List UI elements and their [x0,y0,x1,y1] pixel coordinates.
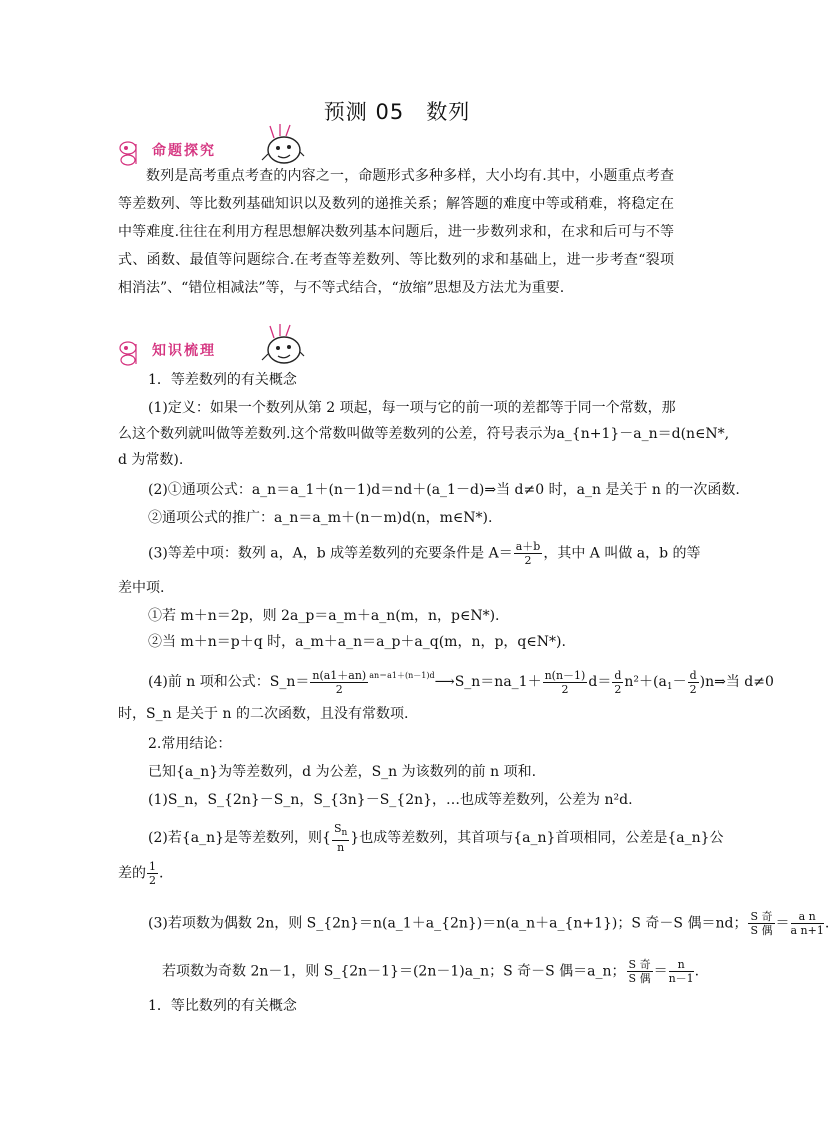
cartoon-face-icon [256,320,306,370]
denominator: 2 [614,682,622,696]
denominator: n－1 [668,972,694,985]
numerator: S 奇 [750,910,773,923]
page-title: 预测 05 数列 [323,100,471,124]
conclusion-line: 差的 $\frac{1}{2}$ . [118,860,164,887]
text: n²＋ [624,674,654,690]
denominator: 2 [561,682,569,696]
denominator: 2 [689,682,697,696]
text: ，其中 A 叫做 a，b 的等 [543,545,701,562]
heading-geometric: 1．等比数列的有关概念 [148,998,297,1014]
sum-formula-line: (4)前 n 项和公式：S_n＝ $\frac{n(a1+an)}{2}$ $^{an=a1+(n-1)d}$⟶S_n＝na_1＋ $\frac{n(n-1)}{2}$ d＝ $\frac{d}{2}$ $n^2+(a_1-$ $\frac{d}{2}$ )n⇒当 d≠0 [148,668,774,696]
numerator: n(a1＋an) [312,668,367,682]
numerator: 1 [149,860,156,873]
text: 差的 [118,865,146,882]
fraction [514,540,543,567]
numerator: d [689,668,697,682]
fraction [310,669,368,696]
text: n⇒当 d≠0 [705,674,774,690]
fraction [627,958,653,985]
fraction [688,669,699,696]
fraction [147,860,158,887]
arithmetic-mean-line: 差中项. [118,580,165,596]
fraction [669,958,694,985]
heading-arithmetic: 1．等差数列的有关概念 [148,372,297,388]
heading-conclusions: 2.常用结论： [148,736,232,752]
conclusion-line: (3)若项数为偶数 2n，则 S_{2n}＝n(a_1＋a_{2n})＝n(a_n＋a_{n+1})；S 奇－S 偶＝nd； $\frac{\text{S 奇}}{\text{S 偶}}$ ＝ $\frac{\text{a n}}{\text{a n+1}}$ . [148,910,829,937]
conclusion-line: (1)S_n，S_{2n}－S_n，S_{3n}－S_{2n}，…也成等差数列，公差为 n²d. [148,792,633,808]
numerator: S 奇 [628,958,651,971]
conclusion-line: 若项数为奇数 2n－1，则 S_{2n－1}＝(2n－1)a_n；S 奇－S 偶＝a_n； $\frac{\text{S 奇}}{\text{S 偶}}$ ＝ $\frac{n}{n-1}$ . [162,958,700,985]
numerator: n [669,958,694,972]
numerator: d [614,668,622,682]
fraction [612,669,623,696]
text: (3)若项数为偶数 2n，则 S_{2n}＝n(a_1＋a_{2n})＝n(a_n＋a_{n+1})；S 奇－S 偶＝nd； [148,915,748,932]
arrow-icon: ⟶ [434,674,455,690]
text: 也成等差数列，其首项与{a_n}首项相同，公差是{a_n}公 [359,830,724,846]
numerator: a＋b [515,540,541,553]
denominator: a n+1 [790,924,824,937]
general-term-line: (2)①通项公式：a_n＝a_1＋(n－1)d＝nd＋(a_1－d)⇒当 d≠0 时，a_n 是关于 n 的一次函数. [148,482,740,498]
definition-line: (1)定义：如果一个数列从第 2 项起，每一项与它的前一项的差都等于同一个常数，那 [148,400,676,416]
fraction [543,669,588,696]
general-term-extension: ②通项公式的推广：a_n＝a_m＋(n－m)d(n，m∈N*). [148,510,493,526]
butterfly-icon [118,336,152,370]
numerator: a n [791,910,824,924]
fraction [748,910,774,937]
section-header-knowledge [118,328,318,368]
text: (2)若{a_n}是等差数列，则 [148,830,323,846]
fraction: $\frac{S_n}{n}$ [333,822,348,854]
arithmetic-mean-line [148,540,701,567]
text: (4)前 n 项和公式：S_n＝ [148,674,310,690]
denominator: 2 [335,682,343,696]
definition-line [118,424,729,444]
fraction [791,910,824,937]
text: (3)等差中项：数列 a，A，b 成等差数列的充要条件是 A＝ [148,545,513,562]
denominator: 2 [149,874,156,887]
section-label: 命题探究 [152,143,216,159]
arrow-condition: an＝a1＋(n－1)d [369,671,435,680]
definition-text: 么这个数列就叫做等差数列.这个常数叫做等差数列的公差，符号表示为 [118,426,557,442]
section-label: 知识梳理 [152,343,216,359]
conclusion-line: (2)若{a_n}是等差数列，则{ $\frac{S_n}{n}$ }也成等差数列，其首项与{a_n}首项相同，公差是{a_n}公 [148,822,724,854]
text: d＝ [588,674,612,690]
numerator: n(n－1) [544,668,586,682]
definition-formula: a_{n+1}－a_n＝d(n∈N*, [556,426,730,442]
sum-formula-line: 时，S_n 是关于 n 的二次函数，且没有常数项. [118,706,409,722]
intro-paragraph: 数列是高考重点考查的内容之一，命题形式多种多样，大小均有.其中，小题重点考查等差数列、等比数列基础知识以及数列的递推关系；解答题的难度中等或稍难，将稳定在中等难度.往往在利用方程思想解决数列基本问题后，进一步数列求和，在求和后可与不等式、函数、最值等问题综合.在考查等差数列、等比数列的求和基础上，进一步考查“裂项相消法”、“错位相减法”等，与不等式结合，“放缩”思想及方法尤为重要. [118,168,674,296]
denominator: 2 [524,554,532,567]
property-line: ②当 m＋n＝p＋q 时，a_m＋a_n＝a_p＋a_q(m，n，p，q∈N*). [148,634,566,650]
text: S_n＝na_1＋ [454,674,542,690]
property-line: ①若 m＋n＝2p，则 2a_p＝a_m＋a_n(m，n，p∈N*). [148,608,500,624]
text: 若项数为奇数 2n－1，则 S_{2n－1}＝(2n－1)a_n；S 奇－S 偶＝a_n； [162,963,626,980]
definition-line: d 为常数). [118,452,184,468]
denominator: S 偶 [750,924,773,937]
conclusion-line: 已知{a_n}为等差数列，d 为公差，S_n 为该数列的前 n 项和. [148,764,537,780]
denominator: S 偶 [628,972,651,985]
